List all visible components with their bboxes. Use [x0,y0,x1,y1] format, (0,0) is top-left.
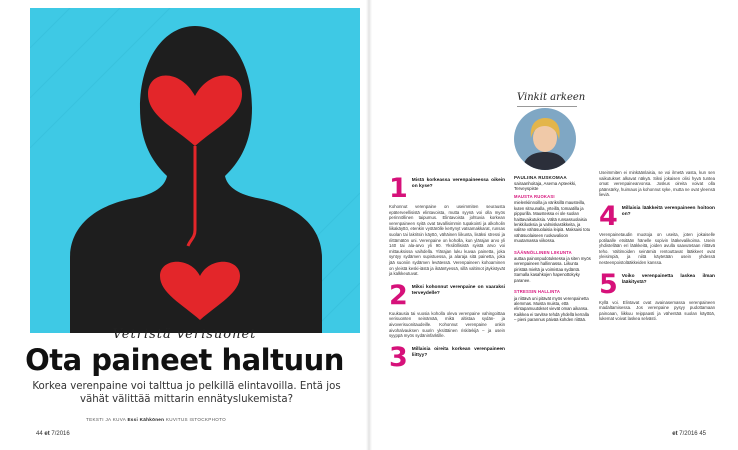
question-text: Millaisia lääkkeitä verenpaineen hoitoon on? [621,205,715,217]
question-text: Voiko verenpainetta laskea ilman lääkitystä? [621,273,715,285]
heart-silhouette-illustration [30,8,360,333]
question-number: 5 [599,268,618,300]
tip-item [514,250,592,283]
tip-heading: STRESSIN HALLINTA [514,289,561,295]
question-block [599,200,715,232]
question-number: 3 [389,341,408,373]
page-number: 44 [36,431,43,437]
question-block [389,341,505,373]
question-number: 1 [389,173,408,204]
magazine-logo: et [44,431,50,437]
tips-list [514,194,592,329]
answer-text: Kohonnut verenpaine on useimmiten seurausta epäterveellisistä elintavoista, mutta syynä voi olla myös perinnöllinen taipumus. Elintavoista johtuvia korkean verenpaineen syitä ovat tavallisimmin tupakointi ja alkoholin liikakäyttö, etenkin vyötärölle kertynyt vatsamakkarat, runsas suolan tai lakritsin käyttö, vähäinen liikunta, lisäksi stressi ja riittämätön uni. Verenpaine on koholla, kun ylärajan arvo yli 140 tai ala-arvo yli 90. Yksilöllisistä syistä arvo voi mittauksissa vaihdella. Ylärajan luku kuvaa painetta, joka syntyy sydämen supistuessa, ja alaraja sitä painetta, joka jää suoniin sydämen levätessä. Verenpaineen kohoaminen on yleistä keski-iästä ja ikääntyessä, sillä valtimot jäykistyvät ja kalkkeutuvat. [389,204,505,277]
tip-body: mielenkiinnoilla ja väriksillä mausteilla, kuten sitruunalla, yrteillä, tomaatilla ja pippurilla. Mausteissa ei ole suolan haittavaikutuksia. Vältä runsassuolaisia lenkkiluoksia ja valmiskastikkeita, ja valitse vähäsuolaisia leipiä. Maksaisi totu vähäsuolaiseen ruokavalioon muutamassa viikossa. [514,200,591,244]
tip-body: ja riittävä uni pitävät myös verenpainetta alemmas. Muista muista, että elintapamuutokset vievät oman aikansa. Kaikkea ei tarvitse tehdä yhdellä kerralla – pieni parannus päivää kohden riittää. [514,295,589,323]
folio-left [36,431,70,437]
article-headline: Ota paineet haltuun [25,343,344,377]
question-number: 4 [599,200,618,232]
question-block [389,279,505,311]
question-text: Mistä korkeassa verenpaineessa oikein on kyse? [411,178,505,189]
question-block [389,173,505,204]
answer-text: Useimmiten ei minkäänlaisia, se voi ilmetä vasta, kun sen vaikutukset alkavat näkyä. Siksi jokaisen olisi hyvä tuntea omat verenpainearvonsa. Joskus oireita voivat olla päänsärky, huimaus ja kohonnut syke, mutta ne ovat yleensä lieviä. [599,170,716,198]
column-title: Vinkit arkeen [517,92,586,103]
question-block [599,268,715,300]
credits-extra: KUVITUS ISTOCKPHOTO [165,417,227,422]
question-text: Millaisia oireita korkean verenpaineen liittyy? [411,346,505,358]
qa-column-left [389,170,505,373]
question-number: 2 [389,279,408,311]
question-text: Miksi kohonnut verenpaine on vaaraksi terveydelle? [411,284,505,296]
credits-label: TEKSTI JA KUVA [86,417,126,422]
answer-text: Kuukausia tai vuosia koholla oleva verenpaine vahingoittaa verisuonten seinämää, mikä altistaa sydän- ja aivoverisuonitaudeille. Kohonnut verenpaine onkin aivohalvauksen suurin yksittäinen riskitekijä – ja usein syyppä myös sydäninfarktille. [389,310,505,339]
right-page [369,0,738,450]
tip-item [514,289,592,322]
column-title-divider [517,106,577,107]
article-kicker: Vetristä verisuonet [112,327,257,342]
qa-column-right [599,170,715,322]
expert-portrait [514,108,576,170]
magazine-logo: et [672,431,678,437]
page-number: 45 [699,431,706,437]
answer-text: Verenpainetaudin muotoja on useita, joten jokaiselle potilaalle etsitään hänelle sopivin lääkevalikoima. Usein yhdistellään eri lääkkeitä, joiden avulla saavutetaan riittävä teho. Valtimoiden seinämiä rentouttavat lääkkeet ovat yleisimpiä, ja niitä käytetään usein yhdessä nesteenpoistolääkkeiden kanssa. [599,231,715,265]
folio-right [672,431,706,437]
issue-number: 7/2016 [679,431,698,437]
issue-number: 7/2016 [51,431,70,437]
credits-author: Essi Kähkönen [127,417,165,422]
expert-role: sairaanhoitaja, Asema Apteekki, Terveyspiste [514,180,577,192]
tip-heading: SÄÄNNÖLLINEN LIIKUNTA [514,249,572,255]
article-lead: Korkea verenpaine voi talttua jo pelkillä elintavoilla. Entä jos vähät välittää mittarin ennätyslukemista? [32,381,341,405]
tip-body: auttaa painonpudotuksessa ja siten myös verenpaineen hallinnassa. Liikunta piristää mieltä ja voimistaa sydäntä. Sarnalla kasahkojen hapenottokyky paranee. [514,256,591,283]
article-credits [86,417,226,422]
tip-item [514,194,592,244]
answer-text: Kyllä voi. Elintavat ovat avainasemassa verenpaineen madaltamisessa. Jos verenpaine pysyy pudottamaan painoaan, liikkuu reippaasti ja vähentää suolan käyttöä, lukemat voivat laskea selvästi. [599,299,715,322]
tip-heading: MAUSTA RUOKASI [514,194,555,199]
expert-name: PAULIINA RUSKOMAA [514,175,567,180]
expert-byline [514,175,592,192]
